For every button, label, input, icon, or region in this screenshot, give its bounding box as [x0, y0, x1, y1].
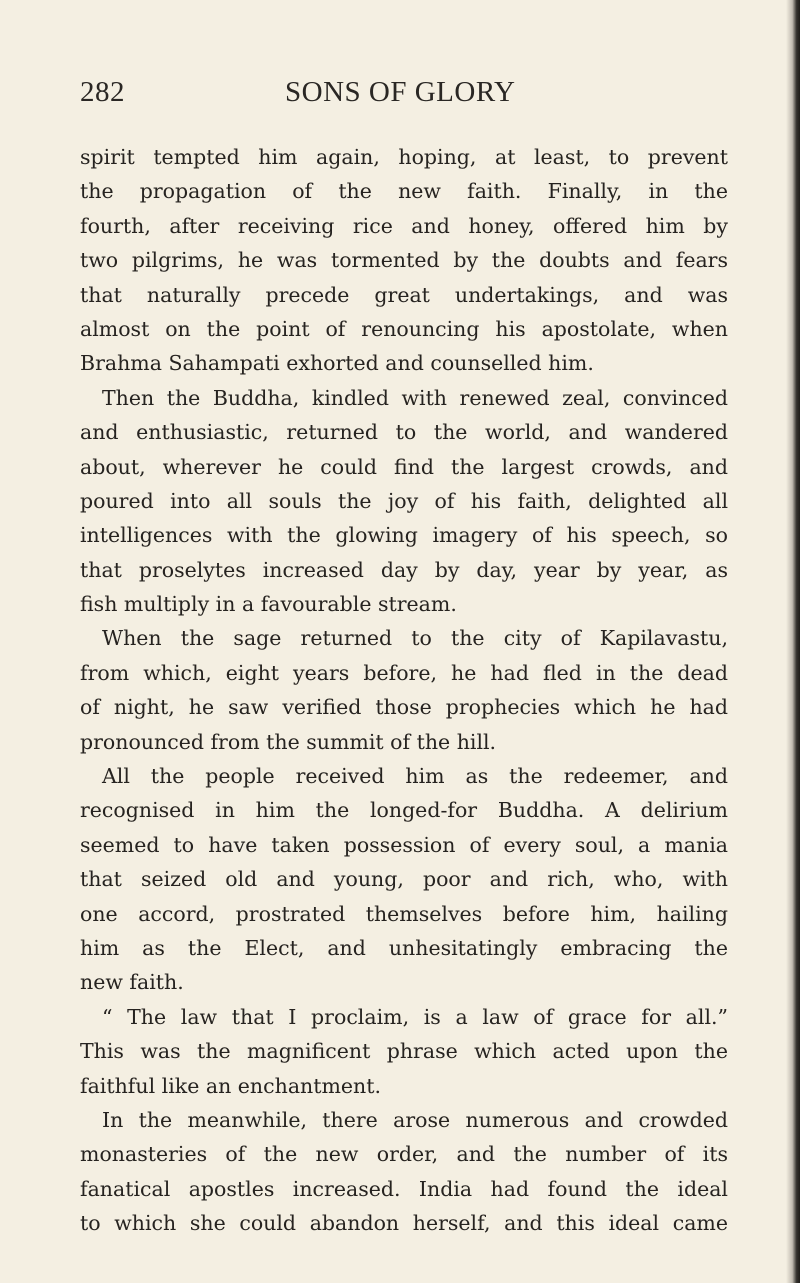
text-line: the propagation of the new faith. Finally, in the — [80, 179, 728, 204]
text-line: Then the Buddha, kindled with renewed zeal, convinced — [102, 385, 728, 410]
text-line: fish multiply in a favourable stream. — [80, 592, 457, 617]
text-line: All the people received him as the redeemer, and — [102, 764, 728, 789]
text-line: two pilgrims, he was tormented by the doubts and fears — [80, 248, 728, 273]
page-header — [80, 76, 730, 116]
text-line: one accord, prostrated themselves before him, hailing — [80, 901, 728, 926]
text-line: and enthusiastic, returned to the world, and wandered — [80, 420, 728, 445]
text-line: seemed to have taken possession of every soul, a mania — [80, 832, 728, 857]
text-line: “ The law that I proclaim, is a law of grace for all.” — [102, 1004, 728, 1029]
text-line: recognised in him the longed-for Buddha. A delirium — [80, 798, 728, 823]
page-edge-shadow — [786, 0, 800, 1283]
text-line: fourth, after receiving rice and honey, offered him by — [80, 213, 728, 238]
page-number: 282 — [80, 76, 125, 108]
text-line: poured into all souls the joy of his faith, delighted all — [80, 488, 728, 513]
text-line: that naturally precede great undertakings, and was — [80, 282, 728, 307]
text-line: of night, he saw verified those prophecies which he had — [80, 695, 728, 720]
text-line: new faith. — [80, 970, 184, 995]
text-line: about, wherever he could find the largest crowds, and — [80, 454, 728, 479]
text-line: When the sage returned to the city of Kapilavastu, — [102, 626, 728, 651]
text-line: Brahma Sahampati exhorted and counselled him. — [80, 351, 594, 376]
text-line: monasteries of the new order, and the number of its — [80, 1142, 728, 1167]
text-line: intelligences with the glowing imagery of his speech, so — [80, 523, 728, 548]
text-line: pronounced from the summit of the hill. — [80, 729, 497, 754]
text-line: This was the magnificent phrase which acted upon the — [80, 1039, 728, 1064]
text-line: to which she could abandon herself, and this ideal came — [80, 1211, 728, 1236]
text-line: spirit tempted him again, hoping, at least, to prevent — [80, 145, 728, 169]
text-line: In the meanwhile, there arose numerous and crowded — [102, 1107, 728, 1132]
text-line: almost on the point of renouncing his apostolate, when — [80, 316, 728, 341]
body-text — [80, 140, 728, 1241]
text-line: fanatical apostles increased. India had found the ideal — [80, 1176, 728, 1201]
text-line: faithful like an enchantment. — [80, 1073, 382, 1098]
text-line: that proselytes increased day by day, year by year, as — [80, 557, 728, 582]
running-head: SONS OF GLORY — [285, 76, 516, 108]
text-line: him as the Elect, and unhesitatingly embracing the — [80, 935, 728, 960]
text-line: that seized old and young, poor and rich, who, with — [80, 867, 728, 892]
text-line: from which, eight years before, he had fled in the dead — [80, 660, 728, 685]
